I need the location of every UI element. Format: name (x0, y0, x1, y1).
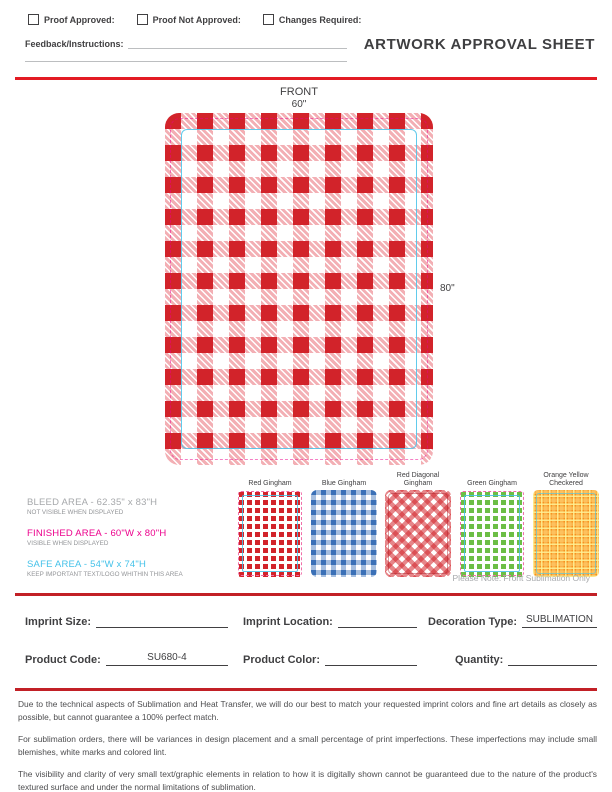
swatch-safe-outline (536, 493, 596, 574)
imprint-location-field (243, 614, 417, 628)
proof-approved-checkbox[interactable] (28, 14, 39, 25)
changes-required-option (263, 14, 362, 25)
swatch-red-diagonal-gingham[interactable] (385, 471, 451, 577)
approval-checkbox-row (28, 14, 383, 25)
page-title: ARTWORK APPROVAL SHEET (363, 36, 595, 53)
swatch-green-gingham-preview (459, 490, 525, 577)
swatch-blue-gingham-preview (311, 490, 377, 577)
proof-approved-option (28, 14, 115, 25)
finished-area-subtitle: VISIBLE WHEN DISPLAYED (27, 540, 109, 547)
disclaimer-paragraph-2: For sublimation orders, there will be variances in design placement and a small percentage of print imperfections. These imperfections may include small blemishes, white marks and colored lint. (18, 734, 597, 757)
decoration-type-label: Decoration Type: (428, 616, 518, 628)
product-color-input[interactable] (325, 652, 417, 666)
swatch-green-gingham-label: Green Gingham (467, 479, 517, 487)
swatch-orange-yellow-checkered[interactable] (533, 471, 599, 577)
feedback-input-line-2[interactable] (25, 61, 347, 62)
imprint-size-label: Imprint Size: (25, 616, 92, 628)
proof-not-approved-option (137, 14, 241, 25)
bleed-area-title: BLEED AREA - 62.35" x 83"H (27, 497, 158, 508)
safe-area-legend (27, 559, 227, 578)
proof-width-dimension: 60" (291, 99, 307, 110)
product-color-field (243, 652, 417, 666)
imprint-location-label: Imprint Location: (243, 616, 333, 628)
disclaimer-section (18, 698, 597, 792)
swatch-orange-yellow-checkered-label: Orange Yellow Checkered (543, 471, 589, 487)
swatch-blue-gingham-label: Blue Gingham (321, 479, 367, 487)
front-side-label: FRONT (280, 86, 318, 98)
bleed-area-legend (27, 497, 227, 516)
form-top-divider (15, 593, 597, 596)
product-color-label: Product Color: (243, 654, 320, 666)
proof-height-dimension: 80" (440, 283, 455, 294)
proof-approved-label: Proof Approved: (44, 14, 115, 25)
product-code-value[interactable]: SU680-4 (106, 652, 228, 666)
quantity-label: Quantity: (455, 654, 504, 666)
proof-not-approved-label: Proof Not Approved: (152, 14, 241, 25)
disclaimer-top-divider (15, 688, 597, 691)
safe-area-subtitle: KEEP IMPORTANT TEXT/LOGO WHITHIN THIS AREA (27, 571, 183, 578)
decoration-type-field (428, 614, 597, 628)
sublimation-note: Please Note: Front Sublimation Only (452, 573, 590, 583)
product-code-label: Product Code: (25, 654, 101, 666)
safe-area-outline (181, 129, 417, 449)
proof-not-approved-checkbox[interactable] (137, 14, 148, 25)
feedback-row (25, 37, 347, 49)
area-legend (27, 497, 227, 590)
bleed-area-subtitle: NOT VISIBLE WHEN DISPLAYED (27, 509, 124, 516)
finished-area-title: FINISHED AREA - 60"W x 80"H (27, 528, 167, 539)
quantity-field (455, 652, 597, 666)
feedback-label: Feedback/Instructions: (25, 39, 124, 49)
swatch-orange-yellow-checkered-preview (533, 490, 599, 577)
finished-area-legend (27, 528, 227, 547)
swatch-red-gingham[interactable] (237, 471, 303, 577)
swatch-red-gingham-preview (237, 490, 303, 577)
header-divider (15, 77, 597, 80)
quantity-input[interactable] (508, 652, 597, 666)
safe-area-title: SAFE AREA - 54"W x 74"H (27, 559, 147, 570)
product-code-field (25, 652, 228, 666)
decoration-type-value[interactable]: SUBLIMATION (522, 614, 597, 628)
imprint-size-input[interactable] (96, 614, 228, 628)
swatch-red-diagonal-gingham-preview (385, 490, 451, 577)
disclaimer-paragraph-1: Due to the technical aspects of Sublimation and Heat Transfer, we will do our best to match your requested imprint colors and fine art details as closely as possible, but cannot guarantee a 100% perfect match. (18, 699, 597, 722)
swatch-red-gingham-label: Red Gingham (248, 479, 292, 487)
pattern-swatch-row (237, 471, 599, 577)
feedback-input-line-1[interactable] (128, 37, 347, 49)
swatch-safe-outline (464, 495, 520, 572)
swatch-blue-gingham[interactable] (311, 471, 377, 577)
swatch-inner-outline (388, 493, 448, 574)
changes-required-checkbox[interactable] (263, 14, 274, 25)
front-artwork-proof-red-gingham (165, 113, 433, 465)
imprint-location-input[interactable] (338, 614, 417, 628)
disclaimer-paragraph-3: The visibility and clarity of very small text/graphic elements in relation to how it is digitally shown cannot be guaranteed due to the nature of the product's textured surface and under the normal limitations of sublimation. (18, 769, 597, 792)
swatch-red-diagonal-gingham-label: Red Diagonal Gingham (396, 471, 440, 487)
swatch-green-gingham[interactable] (459, 471, 525, 577)
imprint-size-field (25, 614, 228, 628)
swatch-safe-outline (242, 495, 298, 572)
changes-required-label: Changes Required: (278, 14, 362, 25)
